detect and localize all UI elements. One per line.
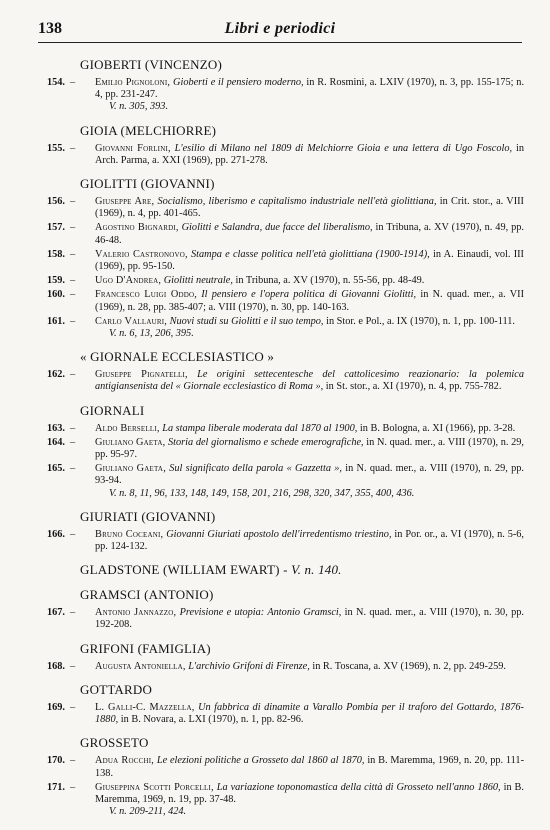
entry-number: 158. xyxy=(46,248,65,260)
entry-dash: – xyxy=(70,275,76,287)
entry-dash: – xyxy=(70,315,76,327)
entry-source: in Stor. e Pol., a. IX (1970), n. 1, pp. 100-111. xyxy=(326,315,515,327)
subject-heading xyxy=(38,402,524,419)
entry-title: Sul significato della parola « Gazzetta », xyxy=(169,463,343,475)
bibliography-entry xyxy=(38,529,524,553)
subject-section xyxy=(38,586,524,631)
page-header xyxy=(38,20,522,43)
entry-author: Emilio Pignoloni, xyxy=(95,77,171,88)
entry-title: La variazione toponomastica della città di Grosseto nell'anno 1860, xyxy=(216,781,501,793)
entry-title: Previsione e utopia: Antonio Gramsci, xyxy=(179,607,342,619)
bibliography-entry xyxy=(38,369,524,393)
subject-section xyxy=(38,175,524,340)
entry-author: Giuliano Gaeta, xyxy=(95,436,166,448)
subject-name: GROSSETO xyxy=(80,735,149,751)
entry-source: in Tribuna, a. XV (1970), n. 49, pp. 46-48. xyxy=(95,222,524,246)
subject-heading xyxy=(38,586,524,603)
see-also-reference: V. n. 8, 11, 96, 133, 148, 149, 158, 201, 216, 298, 320, 347, 355, 400, 436. xyxy=(109,487,415,499)
subject-heading xyxy=(38,640,524,657)
subject-heading xyxy=(38,175,524,192)
entry-source: in R. Toscana, a. XV (1969), n. 2, pp. 249-259. xyxy=(312,660,507,672)
entry-author: Ugo D'Andrea, xyxy=(95,275,162,287)
entry-dash: – xyxy=(70,528,76,540)
running-title: Libri e periodici xyxy=(224,20,336,37)
subject-heading xyxy=(38,122,524,139)
subject-heading xyxy=(38,348,524,365)
entry-author: Giuseppe Are, xyxy=(95,196,155,208)
entry-title: Nuovi studi su Giolitti e il suo tempo, xyxy=(169,315,324,327)
entry-author: Giuseppina Scotti Porcelli, xyxy=(95,781,214,793)
entry-author: Valerio Castronovo, xyxy=(95,248,188,260)
entry-title: L'archivio Grifoni di Firenze, xyxy=(188,660,310,672)
entry-number: 154. xyxy=(46,77,65,88)
entry-source: in Arch. Parma, a. XXI (1969), pp. 271-278. xyxy=(95,142,525,166)
entry-author: Francesco Luigi Oddo, xyxy=(95,289,197,301)
entry-source: in Crit. stor., a. VIII (1969), n. 4, pp. 401-465. xyxy=(95,196,524,220)
subject-heading xyxy=(38,734,524,751)
entry-dash: – xyxy=(70,77,76,88)
entry-source: in N. quad. mer., a. VIII (1970), n. 29, pp. 93-94. xyxy=(95,463,524,487)
bibliography-entry xyxy=(38,77,524,114)
subject-section xyxy=(38,402,524,500)
bibliography-entry xyxy=(38,289,524,313)
bibliography-entry xyxy=(38,196,524,220)
bibliography-entry xyxy=(38,437,524,461)
entry-source: in N. quad. mer., a. VII (1969), n. 28, pp. 385-407; a. VIII (1970), n. 30, pp. 140-163. xyxy=(95,289,525,313)
subject-name: GRAMSCI (ANTONIO) xyxy=(80,587,214,603)
bibliography-entry xyxy=(38,661,524,673)
entry-author: Agostino Bignardi, xyxy=(95,222,179,234)
see-also-reference: V. n. 6, 13, 206, 395. xyxy=(109,328,194,340)
entry-dash: – xyxy=(70,755,76,767)
entry-dash: – xyxy=(70,369,76,381)
bibliography-entry xyxy=(38,316,524,340)
subject-name: GLADSTONE (WILLIAM EWART) xyxy=(80,562,280,578)
entry-number: 163. xyxy=(46,422,65,434)
entry-title: Giolitti e Salandra, due facce del liberalismo, xyxy=(181,222,373,234)
subject-name: GOTTARDO xyxy=(80,681,153,697)
entry-source: in St. stor., a. XI (1970), n. 4, pp. 755-782. xyxy=(325,381,502,393)
entry-author: L. Galli-C. Mazzella, xyxy=(95,701,195,713)
subject-name: GIOBERTI (VINCENZO) xyxy=(80,57,223,72)
subject-name: GIURIATI (GIOVANNI) xyxy=(80,508,216,524)
entry-number: 156. xyxy=(46,196,65,208)
entry-number: 168. xyxy=(46,660,65,672)
subject-name: GIOLITTI (GIOVANNI) xyxy=(80,176,215,192)
entry-author: Adua Rocchi, xyxy=(95,755,155,767)
entry-number: 171. xyxy=(46,781,65,793)
entry-title: Un fabbrica di dinamite a Varallo Pombia per il traforo del Gottardo, 1876-1880, xyxy=(95,701,524,726)
entry-dash: – xyxy=(70,607,76,619)
entry-number: 165. xyxy=(46,463,65,475)
entry-number: 164. xyxy=(46,436,65,448)
entry-title: Le elezioni politiche a Grosseto dal 1860 al 1870, xyxy=(156,755,365,767)
bibliography-entry xyxy=(38,275,524,287)
entry-dash: – xyxy=(70,196,76,208)
bibliography-entry xyxy=(38,222,524,246)
cross-reference: - V. n. 140. xyxy=(279,562,342,578)
bibliography-entry xyxy=(38,143,524,167)
bibliography-entry xyxy=(38,463,524,500)
entry-author: Bruno Coceani, xyxy=(95,528,164,540)
entry-dash: – xyxy=(70,701,76,713)
entry-number: 170. xyxy=(46,755,65,767)
subject-heading xyxy=(38,561,524,578)
subject-name: GIOIA (MELCHIORRE) xyxy=(80,122,217,138)
entry-source: in B. Novara, a. LXI (1970), n. 1, pp. 82-96. xyxy=(120,714,304,726)
entry-author: Giovanni Forlini, xyxy=(95,142,171,154)
entry-author: Giuseppe Pignatelli, xyxy=(95,369,188,381)
entry-number: 169. xyxy=(46,701,65,713)
entry-source: in Tribuna, a. XV (1970), n. 55-56, pp. 48-49. xyxy=(235,275,425,287)
subject-section xyxy=(38,734,524,818)
entry-title: Giolitti neutrale, xyxy=(163,275,233,287)
entry-dash: – xyxy=(70,463,76,475)
entry-dash: – xyxy=(70,660,76,672)
entry-number: 166. xyxy=(46,528,65,540)
entry-dash: – xyxy=(70,142,76,154)
entry-title: La stampa liberale moderata dal 1870 al 1900, xyxy=(162,422,358,434)
entry-number: 161. xyxy=(46,315,65,327)
bibliography-entry xyxy=(38,755,524,779)
subject-heading xyxy=(38,56,524,73)
entry-author: Giuliano Gaeta, xyxy=(95,463,166,475)
subject-name: GIORNALI xyxy=(80,402,145,418)
entry-source: in B. Bologna, a. XI (1966), pp. 3-28. xyxy=(359,422,516,434)
bibliography-entry xyxy=(38,702,524,726)
bibliography-entry xyxy=(38,423,524,435)
entry-number: 157. xyxy=(46,222,65,234)
entry-source: in B. Maremma, 1969, n. 20, pp. 111-138. xyxy=(95,755,525,779)
entry-title: L'esilio di Milano nel 1809 di Melchiorre Gioia e una lettera di Ugo Foscolo, xyxy=(174,142,513,154)
entry-dash: – xyxy=(70,436,76,448)
entry-source: in N. quad. mer., a. VIII (1970), n. 29, pp. 95-97. xyxy=(95,436,524,461)
entry-author: Antonio Jannazzo, xyxy=(95,607,177,619)
entry-dash: – xyxy=(70,222,76,234)
subject-name: « GIORNALE ECCLESIASTICO » xyxy=(80,349,275,365)
subject-section xyxy=(38,56,524,114)
entry-author: Carlo Vallauri, xyxy=(95,315,168,327)
page-number: 138 xyxy=(38,20,62,37)
entry-title: Storia del giornalismo e schede emerografiche, xyxy=(168,436,364,448)
bibliography-list xyxy=(38,56,524,826)
subject-section xyxy=(38,681,524,726)
entry-number: 155. xyxy=(46,142,65,154)
entry-title: Socialismo, liberismo e capitalismo industriale nell'età giolittiana, xyxy=(157,196,437,208)
entry-dash: – xyxy=(70,248,76,260)
entry-dash: – xyxy=(70,422,76,434)
bibliography-entry xyxy=(38,607,524,631)
entry-number: 159. xyxy=(46,275,65,287)
entry-source: in N. quad. mer., a. VIII (1970), n. 30, pp. 192-208. xyxy=(95,607,524,631)
subject-name: GRIFONI (FAMIGLIA) xyxy=(80,640,211,656)
entry-author: Aldo Berselli, xyxy=(95,422,160,434)
entry-title: Stampa e classe politica nell'età giolittiana (1900-1914), xyxy=(191,248,430,260)
entry-dash: – xyxy=(70,781,76,793)
subject-section xyxy=(38,122,524,167)
entry-number: 167. xyxy=(46,607,65,619)
entry-source: in Por. or., a. VI (1970), n. 5-6, pp. 124-132. xyxy=(95,528,525,553)
entry-source: in R. Rosmini, a. LXIV (1970), n. 3, pp. 155-175; n. 4, pp. 231-247. xyxy=(95,77,525,101)
entry-author: Augusta Antoniella, xyxy=(95,660,186,672)
subject-section xyxy=(38,640,524,673)
entry-number: 162. xyxy=(46,369,65,381)
bibliography-entry xyxy=(38,782,524,819)
see-also-reference: V. n. 209-211, 424. xyxy=(109,806,187,818)
entry-title: Le origini settecentesche del cattolicesimo reazionario: la polemica antigiansenista del « Giornale ecclesiastico di Roma », xyxy=(95,369,524,393)
subject-heading xyxy=(38,508,524,525)
bibliography-entry xyxy=(38,249,524,273)
subject-section xyxy=(38,348,524,393)
entry-title: Giovanni Giuriati apostolo dell'irredentismo triestino, xyxy=(166,528,392,540)
subject-heading xyxy=(38,681,524,698)
subject-section xyxy=(38,508,524,553)
entry-title: Il pensiero e l'opera politica di Giovanni Giolitti, xyxy=(201,289,417,301)
see-also-reference: V. n. 305, 393. xyxy=(109,101,169,113)
entry-title: Gioberti e il pensiero moderno, xyxy=(173,77,304,88)
entry-number: 160. xyxy=(46,289,65,301)
entry-source: in A. Einaudi, vol. III (1969), pp. 95-150. xyxy=(95,248,524,273)
subject-section xyxy=(38,561,524,578)
entry-source: in B. Maremma, 1969, n. 19, pp. 37-48. xyxy=(95,781,525,805)
entry-dash: – xyxy=(70,289,76,301)
